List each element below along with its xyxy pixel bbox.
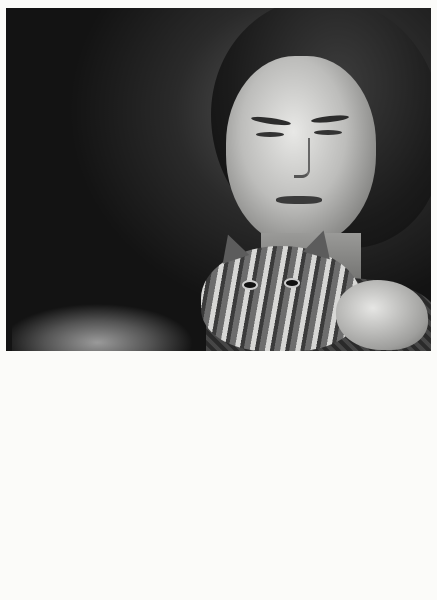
article-body xyxy=(6,354,431,589)
column-4 xyxy=(329,354,431,589)
column-3 xyxy=(222,354,324,589)
column-1 xyxy=(6,354,108,589)
column-2 xyxy=(114,354,216,589)
author-photo xyxy=(6,8,431,351)
